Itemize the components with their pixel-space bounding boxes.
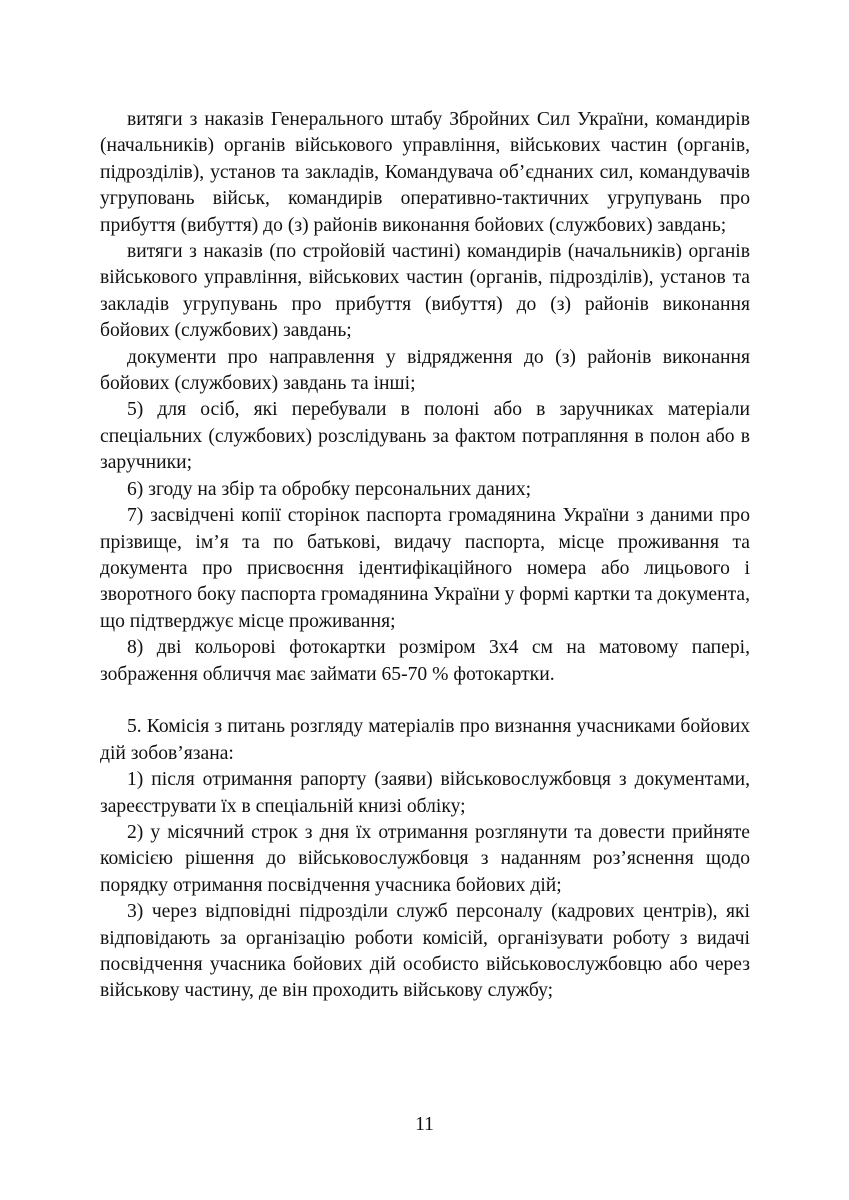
paragraph-section-5-heading: 5. Комісія з питань розгляду матеріалів про визнання учасниками бойових дій зобов’язана: <box>100 716 750 764</box>
paragraph-order-extracts-general-staff: витяги з наказів Генерального штабу Збройних Сил України, командирів (начальників) органів військового управління, військових частин (органів, підрозділів), установ та закладів, Командувача об’єднаних сил, командувачів угруповань військ, командирів оперативно-тактичних угрупувань про прибуття (вибуття) до (з) районів виконання бойових (службових) завдань; <box>100 109 750 236</box>
paragraph-order-extracts-combat-unit: витяги з наказів (по стройовій частині) командирів (начальників) органів військового управління, військових частин (органів, підрозділів), установ та закладів угрупувань про прибуття (вибуття) до (з) районів виконання бойових (службових) завдань; <box>100 241 750 342</box>
paragraph-item-5-captivity: 5) для осіб, які перебували в полоні або в заручниках матеріали спеціальних (службових) розслідувань за фактом потрапляння в полон або в заручники; <box>100 399 750 474</box>
section-spacer <box>100 688 750 714</box>
document-body <box>100 107 750 1005</box>
paragraph-item-7-passport-copies: 7) засвідчені копії сторінок паспорта громадянина України з даними про прізвище, ім’я та по батькові, видачу паспорта, місце проживання та документа про присвоєння ідентифікаційного номера або лицьового і зворотного боку паспорта громадянина України у формі картки та документа, що підтверджує місце проживання; <box>100 505 750 632</box>
page-number: 11 <box>415 1114 434 1135</box>
paragraph-duty-1-register: 1) після отримання рапорту (заяви) військовослужбовця з документами, зареєструвати їх в спеціальній книзі обліку; <box>100 769 750 817</box>
paragraph-assignment-documents: документи про направлення у відрядження до (з) районів виконання бойових (службових) завдань та інші; <box>100 346 750 395</box>
paragraph-item-8-photos: 8) дві кольорові фотокартки розміром 3х4 см на матовому папері, зображення обличчя має займати 65-70 % фотокартки. <box>100 637 750 685</box>
paragraph-duty-2-review: 2) у місячний строк з дня їх отримання розглянути та довести прийняте комісією рішення до військовослужбовця з наданням роз’яснення щодо порядку отримання посвідчення учасника бойових дій; <box>100 821 750 896</box>
paragraph-item-6-consent: 6) згоду на збір та обробку персональних даних; <box>127 478 532 500</box>
paragraph-duty-3-issue-certificate: 3) через відповідні підрозділи служб персоналу (кадрових центрів), які відповідають за організацію роботи комісій, організувати роботу з видачі посвідчення учасника бойових дій особисто військовослужбовцю або через військову частину, де він проходить військову службу; <box>100 901 750 1002</box>
